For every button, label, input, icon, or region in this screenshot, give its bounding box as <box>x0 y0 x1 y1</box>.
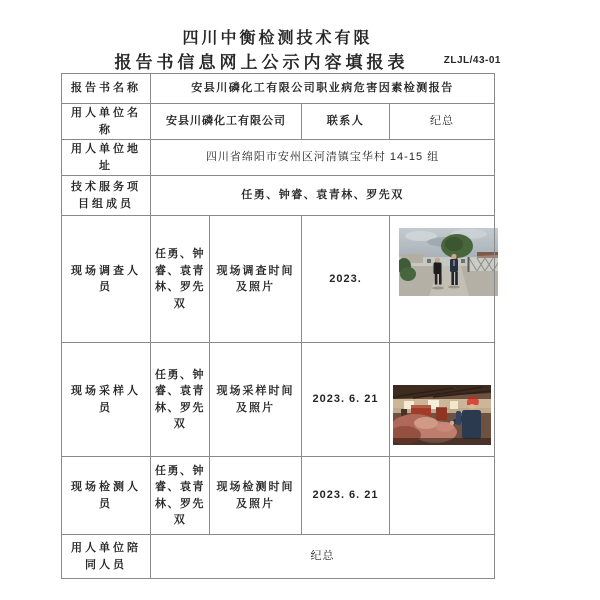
contact-label: 联系人 <box>302 104 390 140</box>
accompanying-value: 纪总 <box>151 535 495 579</box>
employer-name-value: 安县川磷化工有限公司 <box>151 104 302 140</box>
row-sampling <box>62 343 495 457</box>
detection-time-label: 现场检测时间及照片 <box>210 457 302 535</box>
row-employer-address <box>62 140 495 176</box>
report-name-value: 安县川磷化工有限公司职业病危害因素检测报告 <box>151 74 495 104</box>
row-employer-name <box>62 104 495 140</box>
row-detection <box>62 457 495 535</box>
detection-photo-cell <box>390 457 495 535</box>
sampling-photo-cell <box>390 343 495 457</box>
employer-name-label: 用人单位名称 <box>62 104 151 140</box>
survey-label: 现场调查人员 <box>62 216 151 343</box>
survey-photo-cell <box>390 216 495 343</box>
report-info-table <box>61 73 495 579</box>
sampling-members: 任勇、钟睿、袁青林、罗先双 <box>151 343 210 457</box>
detection-time-value: 2023. 6. 21 <box>302 457 390 535</box>
detection-members: 任勇、钟睿、袁青林、罗先双 <box>151 457 210 535</box>
service-team-value: 任勇、钟睿、袁青林、罗先双 <box>151 176 495 216</box>
survey-members: 任勇、钟睿、袁青林、罗先双 <box>151 216 210 343</box>
sampling-time-value: 2023. 6. 21 <box>302 343 390 457</box>
row-survey <box>62 216 495 343</box>
employer-address-label: 用人单位地址 <box>62 140 151 176</box>
document-number: ZLJL/43-01 <box>443 55 501 66</box>
company-title: 四川中衡检测技术有限 <box>182 30 373 47</box>
report-name-label: 报告书名称 <box>62 74 151 104</box>
row-accompanying <box>62 535 495 579</box>
accompanying-label: 用人单位陪同人员 <box>62 535 151 579</box>
sampling-time-label: 现场采样时间及照片 <box>210 343 302 457</box>
row-report-name <box>62 74 495 104</box>
detection-label: 现场检测人员 <box>62 457 151 535</box>
contact-value: 纪总 <box>390 104 495 140</box>
survey-time-label: 现场调查时间及照片 <box>210 216 302 343</box>
row-service-team <box>62 176 495 216</box>
form-title: 报告书信息网上公示内容填报表 <box>114 53 409 72</box>
sampling-label: 现场采样人员 <box>62 343 151 457</box>
service-team-label: 技术服务项目组成员 <box>62 176 151 216</box>
survey-time-value: 2023. <box>302 216 390 343</box>
employer-address-value: 四川省绵阳市安州区河清镇宝华村 14-15 组 <box>151 140 495 176</box>
